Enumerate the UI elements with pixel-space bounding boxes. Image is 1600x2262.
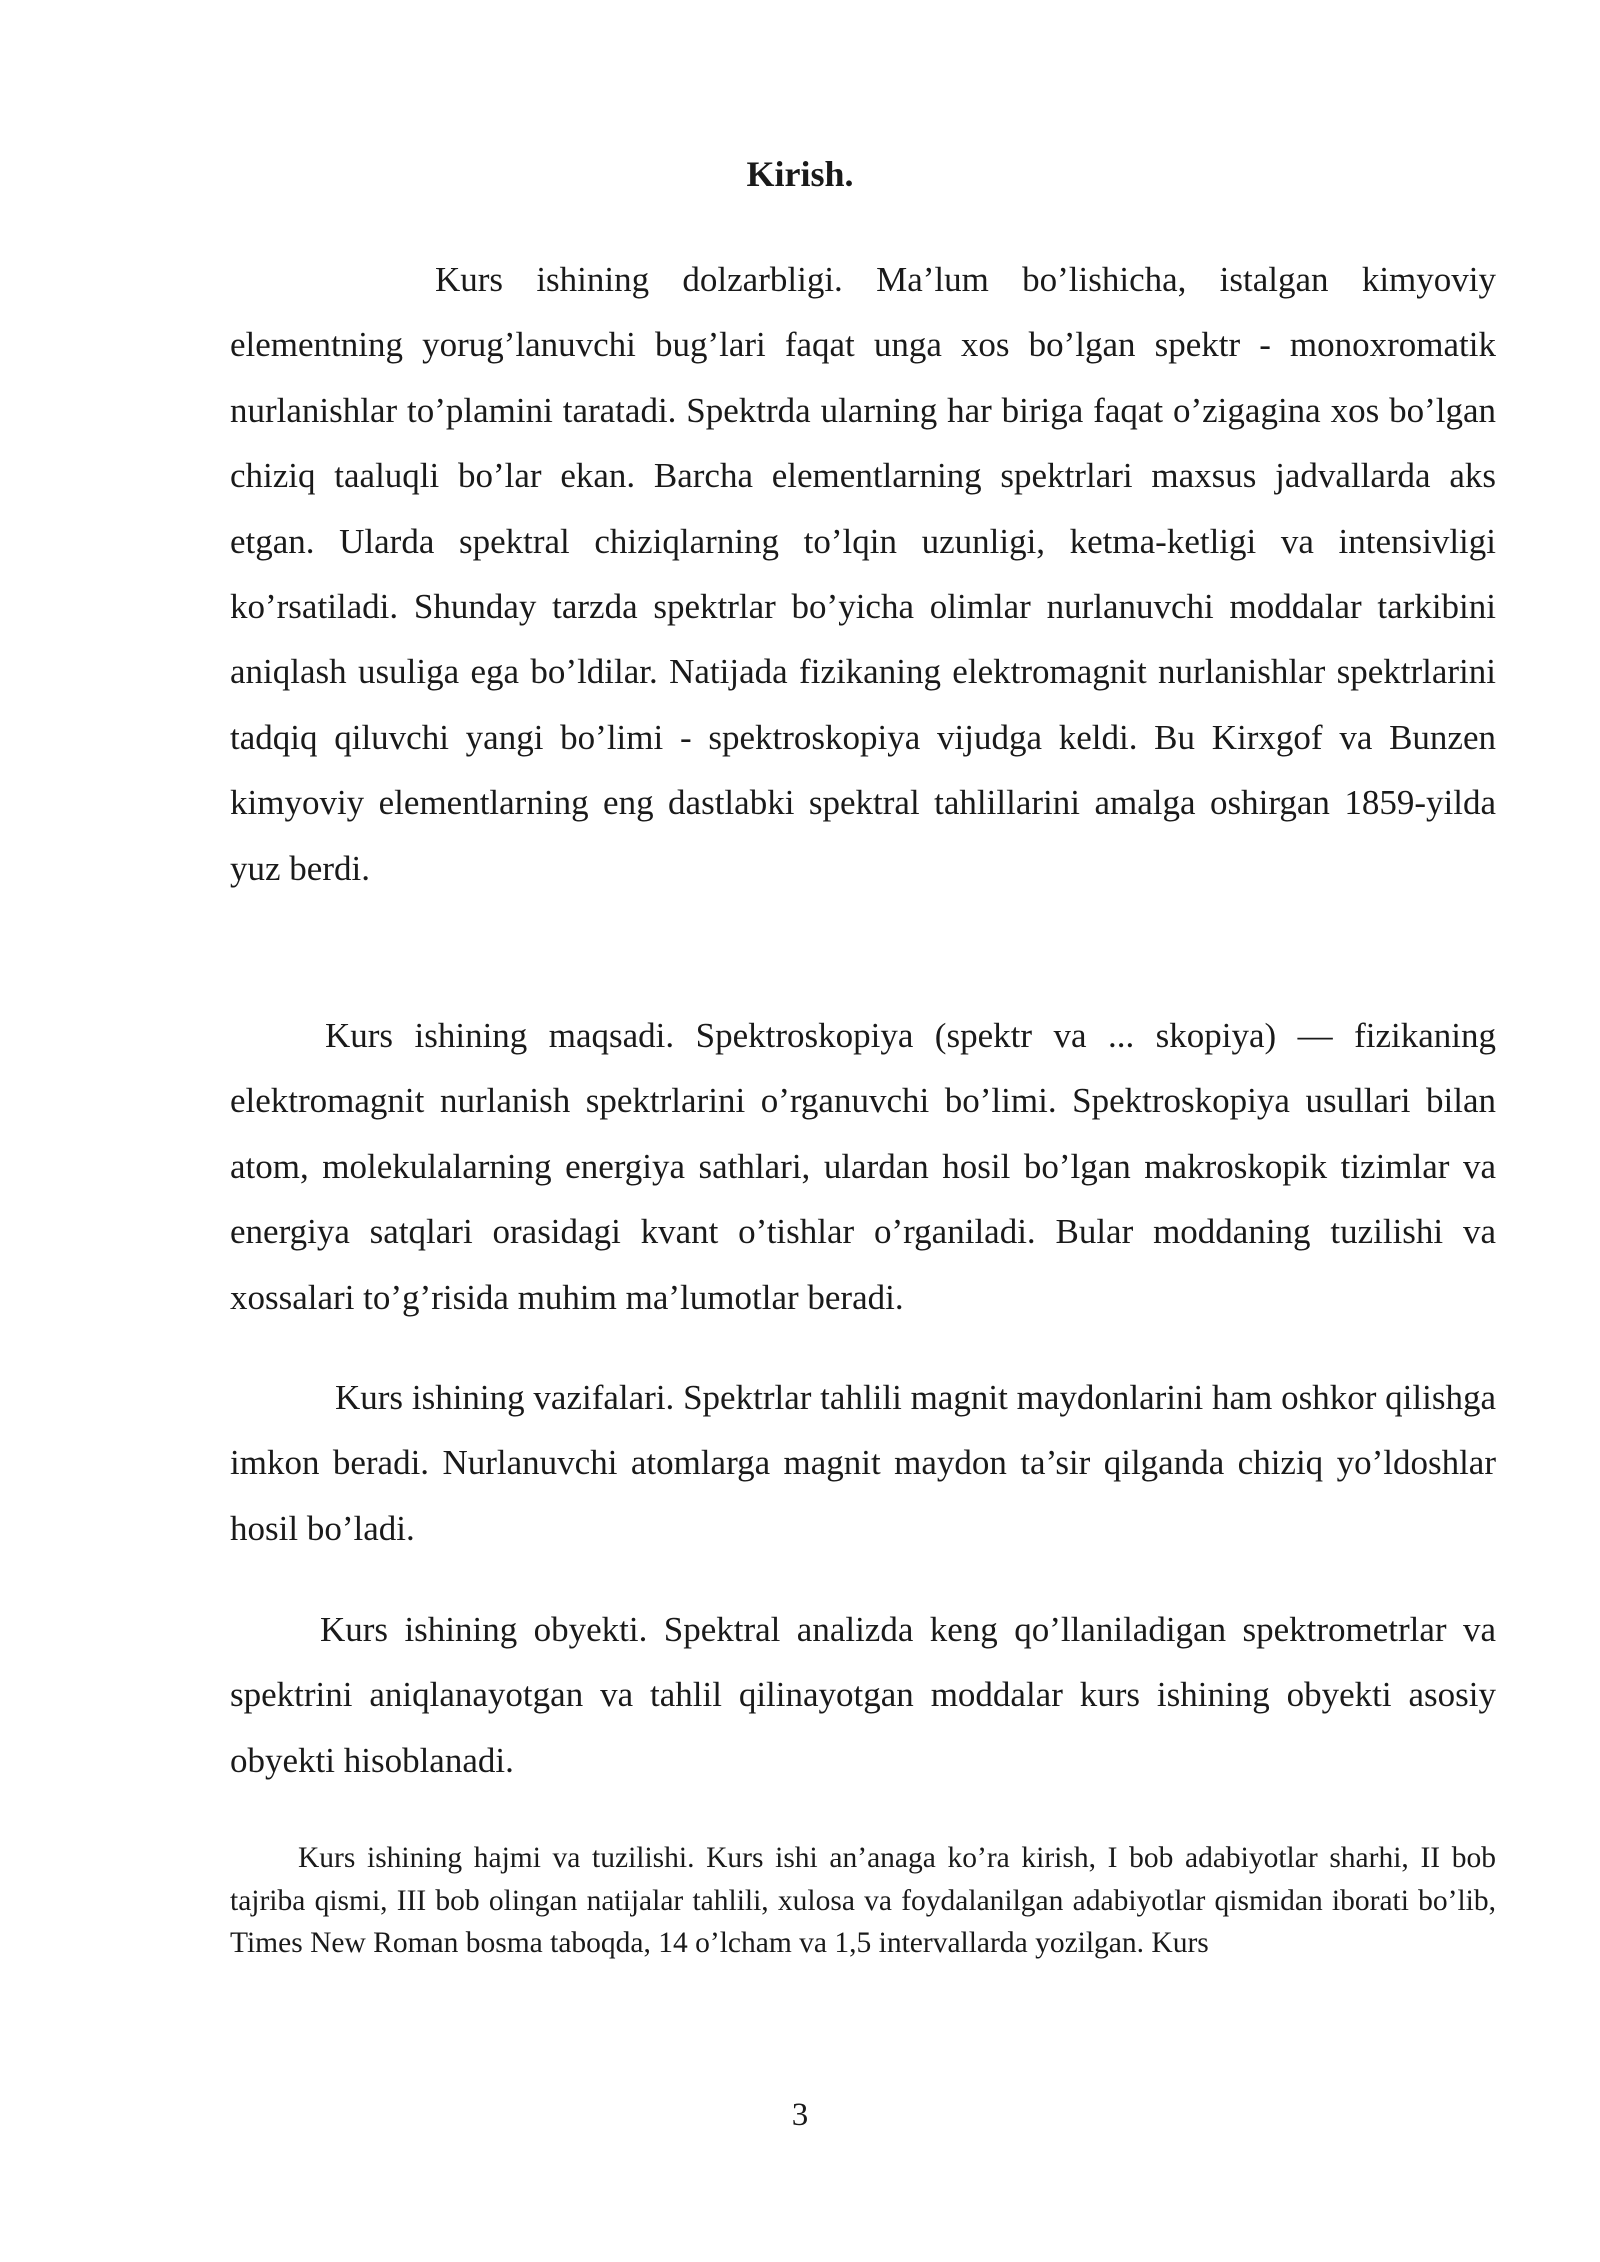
section-title: Kirish. [746,154,854,194]
page-number: 3 [791,2097,809,2133]
paragraph-relevance: Kurs ishining dolzarbligi. Ma’lum bo’lishicha, istalgan kimyoviy elementning yorug’lanuvchi bug’lari faqat unga xos bo’lgan spektr - monoxromatik nurlanishlar to’plamini taratadi. Spektrda ularning har biriga faqat o’zigagina xos bo’lgan chiziq taaluqli bo’lar ekan. Barcha elementlarning spektrlari maxsus jadvallarda aks etgan. Ularda spektral chiziqlarning to’lqin uzunligi, ketma-ketligi va intensivligi ko’rsatiladi. Shunday tarzda spektrlar bo’yicha olimlar nurlanuvchi moddalar tarkibini aniqlash usuliga ega bo’ldilar. Natijada fizikaning elektromagnit nurlanishlar spektrlarini tadqiq qiluvchi yangi bo’limi - spektroskopiya vijudga keldi. Bu Kirxgof va Bunzen kimyoviy elementlarning eng dastlabki spektral tahlillarini amalga oshirgan 1859-yilda yuz berdi. [230,260,1496,888]
paragraph-tasks: Kurs ishining vazifalari. Spektrlar tahlili magnit maydonlarini ham oshkor qilishga imkon beradi. Nurlanuvchi atomlarga magnit maydon ta’sir qilganda chiziq yo’ldoshlar hosil bo’ladi. [230,1378,1496,1548]
paragraph-structure: Kurs ishining hajmi va tuzilishi. Kurs ishi an’anaga ko’ra kirish, I bob adabiyotlar sharhi, II bob tajriba qismi, III bob olingan natijalar tahlili, xulosa va foydalanilgan adabiyotlar qismidan iborati bo’lib, Times New Roman bosma taboqda, 14 o’lcham va 1,5 intervallarda yozilgan. Kurs [230,1842,1496,1960]
paragraph-object: Kurs ishining obyekti. Spektral analizda keng qo’llaniladigan spektrometrlar va spektrini aniqlanayotgan va tahlil qilinayotgan moddalar kurs ishining obyekti asosiy obyekti hisoblanadi. [230,1610,1496,1780]
paragraph-goal: Kurs ishining maqsadi. Spektroskopiya (spektr va ... skopiya) — fizikaning elektromagnit nurlanish spektrlarini o’rganuvchi bo’limi. Spektroskopiya usullari bilan atom, molekulalarning energiya sathlari, ulardan hosil bo’lgan makroskopik tizimlar va energiya satqlari orasidagi kvant o’tishlar o’rganiladi. Bular moddaning tuzilishi va xossalari to’g’risida muhim ma’lumotlar beradi. [230,1016,1496,1317]
